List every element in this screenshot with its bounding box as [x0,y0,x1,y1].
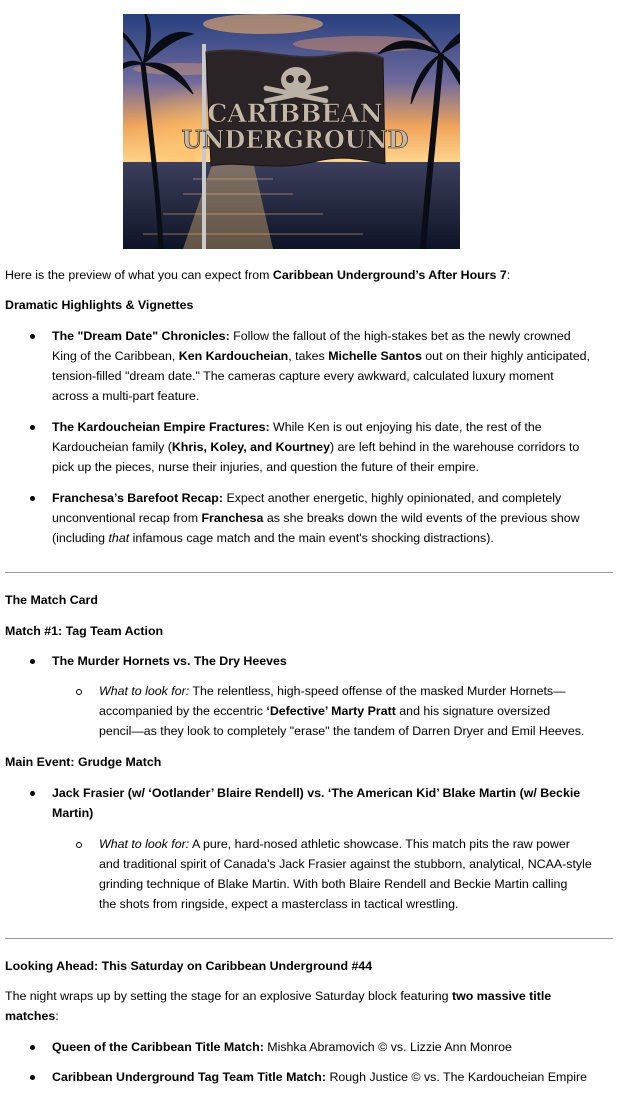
bullet-icon [30,659,35,664]
item-text: pick up the pieces, nurse their injuries, and question the future of their empire. [52,460,480,474]
bout-title: Martin) [52,806,94,820]
item-text: unconventional recap from [52,511,202,525]
list-item [52,417,611,477]
section-divider [5,938,613,939]
sea [123,162,460,249]
emphasis-text: that [108,531,130,545]
person-name: Franchesa [201,511,264,525]
item-text: Mishka Abramovich © vs. Lizzie Ann Monroe [263,1040,512,1054]
item-title: Caribbean Underground Tag Team Title Match: [52,1070,326,1084]
item-text: King of the Caribbean, [52,349,179,363]
looking-ahead-paragraph [5,986,614,1026]
match1-heading: Match #1: Tag Team Action [5,624,164,638]
logo-line-2: UNDERGROUND [181,125,409,154]
item-text: Follow the fallout of the high-stakes bet as the newly crowned [229,329,571,343]
highlights-heading: Dramatic Highlights & Vignettes [5,298,194,312]
list-item [52,488,611,548]
item-text: , takes [288,349,329,363]
item-text: A pure, hard-nosed athletic showcase. This match pits the raw power [189,837,570,851]
sub-list-item [99,681,613,741]
look-for-label: What to look for: [99,684,190,698]
bout-title: Jack Frasier (w/ ‘Ootlander’ Blaire Rendell) vs. ‘The American Kid’ Blake Martin (w/ Beckie [52,786,581,800]
item-text: tension-filled "dream date." The cameras capture every awkward, calculated luxury moment [52,369,554,383]
item-text: across a multi-part feature. [52,389,200,403]
emphasis-text: two massive title [452,989,552,1003]
item-title: The "Dream Date" Chronicles: [52,329,230,343]
item-text: accompanied by the eccentric [99,704,267,718]
section-divider [5,572,613,573]
intro-suffix: : [506,268,511,282]
bullet-icon [30,334,35,339]
list-item [52,326,611,406]
item-text: out on their highly anticipated, [421,349,590,363]
emphasis-text: matches [5,1009,56,1023]
item-text: (including [52,531,109,545]
item-text: the shots from ringside, expect a masterclass in tactical wrestling. [99,897,459,911]
hero-illustration [123,14,460,249]
item-text: Expect another energetic, highly opinionated, and completely [223,491,562,505]
intro-paragraph [5,265,614,285]
item-text: The night wraps up by setting the stage for an explosive Saturday block featuring [5,989,453,1003]
item-text: pencil—as they look to completely "erase" the tandem of Darren Dryer and Emil Heeves. [99,724,585,738]
item-text: While Ken is out enjoying his date, the rest of the [269,420,542,434]
person-name: Khris, Koley, and Kourtney [171,440,330,454]
intro-prefix: Here is the preview of what you can expect from [5,268,273,282]
person-name: Ken Kardoucheian [178,349,289,363]
sub-list-item [99,834,613,914]
circle-bullet-icon [76,689,82,695]
item-text: and his signature oversized [395,704,551,718]
logo-line-1: CARIBBEAN [207,99,383,128]
circle-bullet-icon [76,842,82,848]
intro-show-name: Caribbean Underground’s After Hours 7 [272,268,507,282]
main-event-heading: Main Event: Grudge Match [5,755,162,769]
person-name: ‘Defective’ Marty Pratt [266,704,396,718]
list-item [52,651,611,671]
looking-ahead-heading: Looking Ahead: This Saturday on Caribbean Underground #44 [5,959,373,973]
bullet-icon [30,1075,35,1080]
item-text: Kardoucheian family ( [52,440,172,454]
bout-title: The Murder Hornets vs. The Dry Heeves [52,654,287,668]
item-text: : [55,1009,59,1023]
hero-image [123,14,460,249]
look-for-label: What to look for: [99,837,190,851]
item-text: The relentless, high-speed offense of the masked Murder Hornets— [189,684,566,698]
list-item [52,783,611,823]
item-title: The Kardoucheian Empire Fractures: [52,420,270,434]
item-text: as she breaks down the wild events of the previous show [263,511,580,525]
bullet-icon [30,425,35,430]
bullet-icon [30,496,35,501]
item-text: Rough Justice © vs. The Kardoucheian Empire [326,1070,587,1084]
item-text: and traditional spirit of Canada's Jack Frasier against the stubborn, analytical, NCAA-style [99,857,592,871]
list-item [52,1067,611,1087]
person-name: Michelle Santos [328,349,422,363]
list-item [52,1037,611,1057]
item-title: Franchesa’s Barefoot Recap: [52,491,224,505]
bullet-icon [30,1045,35,1050]
item-text: infamous cage match and the main event's shocking distractions). [129,531,494,545]
bullet-icon [30,791,35,796]
item-text: ) are left behind in the warehouse corridors to [329,440,580,454]
match-card-heading: The Match Card [5,593,98,607]
item-text: grinding technique of Blake Martin. With both Blaire Rendell and Beckie Martin calling [99,877,568,891]
item-title: Queen of the Caribbean Title Match: [52,1040,264,1054]
